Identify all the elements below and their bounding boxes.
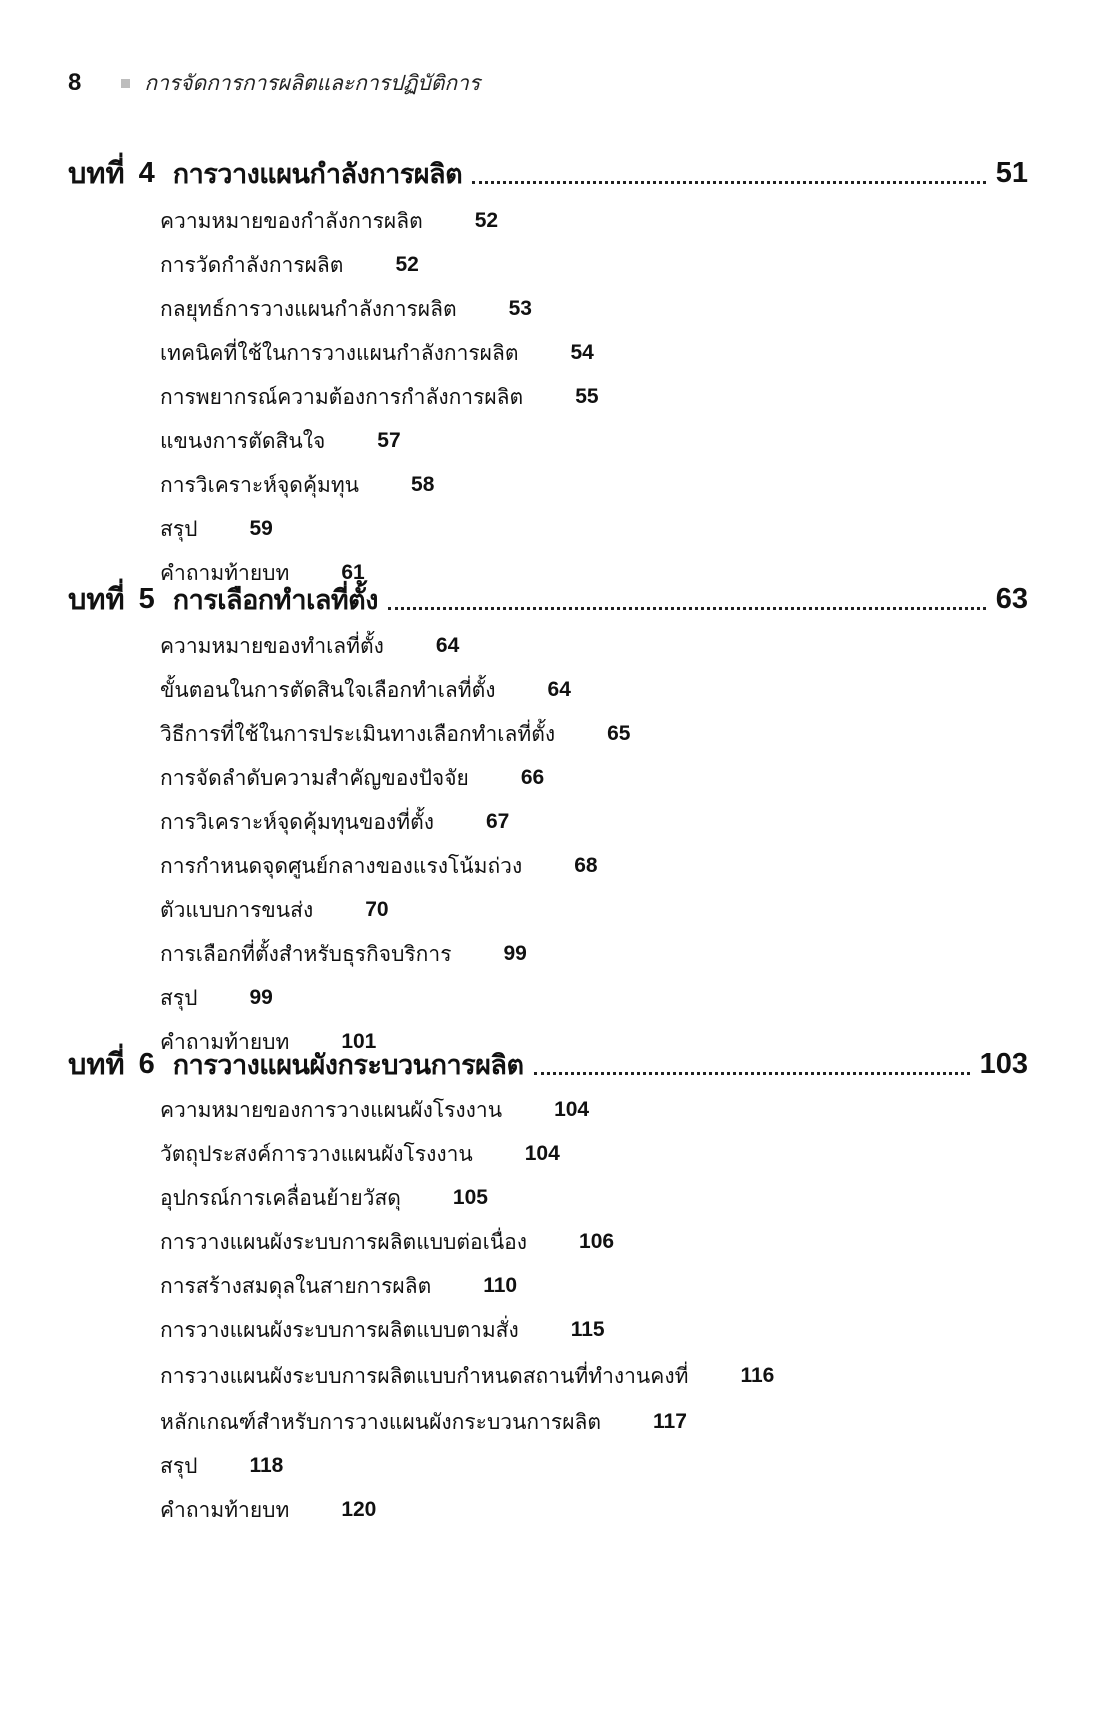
- chapter-page-number: 103: [979, 1047, 1028, 1080]
- toc-entry-page: 116: [740, 1364, 775, 1387]
- toc-entry: [160, 672, 571, 708]
- toc-entry: [160, 1092, 589, 1128]
- chapter-heading: [68, 151, 1028, 195]
- chapter-label: บทที่: [68, 1049, 125, 1081]
- toc-entry-page: 99: [503, 942, 527, 965]
- toc-entry-title: การจัดลำดับความสำคัญของปัจจัย: [160, 765, 469, 790]
- toc-entry-page: 68: [574, 854, 598, 877]
- toc-entry: [160, 628, 459, 664]
- toc-entry-title: การวางแผนผังระบบการผลิตแบบต่อเนื่อง: [160, 1229, 528, 1254]
- toc-entry-page: 54: [570, 341, 594, 364]
- toc-entry: [160, 291, 532, 327]
- toc-entry-page: 59: [249, 517, 273, 540]
- toc-entry-page: 65: [607, 722, 631, 745]
- chapter-page-number: 63: [995, 582, 1028, 615]
- toc-entry-title: คำถามท้ายบท: [160, 1029, 290, 1054]
- toc-entry: [160, 1404, 687, 1440]
- toc-entry-title: การพยากรณ์ความต้องการกำลังการผลิต: [160, 384, 524, 409]
- toc-entry-title: ความหมายของทำเลที่ตั้ง: [160, 633, 384, 658]
- toc-entry-page: 66: [520, 766, 545, 789]
- toc-entry-page: 58: [411, 473, 435, 496]
- chapter-label: บทที่: [68, 584, 125, 616]
- toc-entry: [160, 980, 273, 1016]
- dot-leader: [534, 1072, 970, 1075]
- toc-entry-title: วิธีการที่ใช้ในการประเมินทางเลือกทำเลที่ตั้ง: [160, 721, 556, 746]
- toc-entry: [160, 1136, 560, 1172]
- toc-entry: [160, 247, 419, 283]
- toc-entry-title: อุปกรณ์การเคลื่อนย้ายวัสดุ: [160, 1185, 401, 1210]
- chapter-title: การวางแผนกำลังการผลิต: [172, 158, 463, 190]
- toc-entry-title: การสร้างสมดุลในสายการผลิต: [160, 1273, 432, 1298]
- toc-entry: [160, 892, 389, 928]
- toc-entry-page: 110: [483, 1274, 518, 1297]
- toc-entry: [160, 1180, 488, 1216]
- toc-entry-page: 117: [653, 1410, 687, 1433]
- chapter-page-number: 51: [995, 156, 1028, 189]
- toc-entry: [160, 467, 434, 503]
- toc-entry-title: การเลือกที่ตั้งสำหรับธุรกิจบริการ: [160, 941, 452, 966]
- dot-leader: [388, 607, 986, 610]
- toc-entry: [160, 760, 544, 796]
- chapter-label: บทที่: [68, 158, 125, 190]
- toc-entry: [160, 936, 527, 972]
- toc-entry-page: 53: [508, 297, 532, 320]
- toc-entry-title: การกำหนดจุดศูนย์กลางของแรงโน้มถ่วง: [160, 853, 523, 878]
- toc-entry: [160, 423, 401, 459]
- toc-entry-title: สรุป: [160, 985, 198, 1010]
- toc-entry: [160, 1492, 376, 1528]
- toc-entry-title: สรุป: [160, 1453, 198, 1478]
- toc-entry-page: 57: [377, 429, 401, 452]
- toc-entry-page: 105: [452, 1186, 488, 1209]
- toc-entry-page: 101: [341, 1030, 377, 1053]
- page-number: 8: [68, 69, 82, 96]
- toc-entry: [160, 1224, 614, 1260]
- toc-entry: [160, 1448, 283, 1484]
- toc-entry-page: 104: [554, 1098, 590, 1121]
- toc-entry-page: 67: [485, 810, 510, 833]
- chapter-number: 4: [138, 156, 155, 189]
- toc-entry-title: ความหมายของการวางแผนผังโรงงาน: [160, 1097, 503, 1122]
- chapter-title: การเลือกทำเลที่ตั้ง: [172, 584, 378, 616]
- toc-entry-title: การวางแผนผังระบบการผลิตแบบตามสั่ง: [160, 1317, 519, 1342]
- toc-entry-title: การวางแผนผังระบบการผลิตแบบกำหนดสถานที่ทำงานคงที่: [160, 1363, 689, 1388]
- toc-entry-page: 115: [570, 1318, 605, 1341]
- toc-entry-title: คำถามท้ายบท: [160, 560, 290, 585]
- toc-entry-page: 106: [579, 1230, 615, 1253]
- toc-entry-page: 118: [249, 1454, 284, 1477]
- toc-entry-page: 64: [435, 634, 460, 657]
- toc-entry-title: ขั้นตอนในการตัดสินใจเลือกทำเลที่ตั้ง: [160, 677, 496, 702]
- toc-entry-page: 120: [341, 1498, 377, 1521]
- chapter-number: 5: [138, 582, 155, 615]
- toc-entry: [160, 1358, 774, 1394]
- toc-entry-title: แขนงการตัดสินใจ: [160, 428, 326, 453]
- toc-entry-page: 70: [365, 898, 389, 921]
- toc-entry-title: กลยุทธ์การวางแผนกำลังการผลิต: [160, 296, 457, 321]
- toc-entry-page: 52: [474, 209, 499, 232]
- toc-entry-title: เทคนิคที่ใช้ในการวางแผนกำลังการผลิต: [160, 340, 519, 365]
- running-head-title: การจัดการการผลิตและการปฏิบัติการ: [144, 70, 481, 95]
- toc-entry-title: สรุป: [160, 516, 198, 541]
- toc-entry-page: 61: [341, 561, 365, 584]
- toc-entry-title: หลักเกณฑ์สำหรับการวางแผนผังกระบวนการผลิต: [160, 1409, 602, 1434]
- toc-entry: [160, 716, 630, 752]
- toc-entry-page: 64: [547, 678, 571, 701]
- chapter-heading: [68, 577, 1028, 621]
- toc-entry-title: ตัวแบบการขนส่ง: [160, 897, 314, 922]
- toc-entry-title: การวิเคราะห์จุดคุ้มทุนของที่ตั้ง: [160, 809, 434, 834]
- toc-entry: [160, 1268, 517, 1304]
- toc-entry-page: 55: [575, 385, 599, 408]
- bullet-icon: [121, 79, 130, 88]
- toc-entry-title: คำถามท้ายบท: [160, 1497, 290, 1522]
- page-header: [68, 66, 480, 100]
- toc-entry-title: การวิเคราะห์จุดคุ้มทุน: [160, 472, 360, 497]
- toc-entry-title: การวัดกำลังการผลิต: [160, 252, 344, 277]
- dot-leader: [472, 181, 986, 184]
- toc-entry-page: 52: [395, 253, 419, 276]
- toc-entry-page: 99: [249, 986, 273, 1009]
- toc-entry: [160, 203, 498, 239]
- toc-entry: [160, 804, 509, 840]
- toc-entry: [160, 511, 273, 547]
- toc-entry-title: วัตถุประสงค์การวางแผนผังโรงงาน: [160, 1141, 473, 1166]
- toc-entry: [160, 335, 594, 371]
- chapter-number: 6: [138, 1047, 155, 1080]
- chapter-title: การวางแผนผังกระบวนการผลิต: [172, 1049, 524, 1081]
- chapter-heading: [68, 1042, 1028, 1086]
- toc-entry-title: ความหมายของกำลังการผลิต: [160, 208, 423, 233]
- toc-entry: [160, 379, 599, 415]
- toc-entry-page: 104: [524, 1142, 560, 1165]
- toc-entry: [160, 848, 598, 884]
- toc-entry: [160, 1312, 605, 1348]
